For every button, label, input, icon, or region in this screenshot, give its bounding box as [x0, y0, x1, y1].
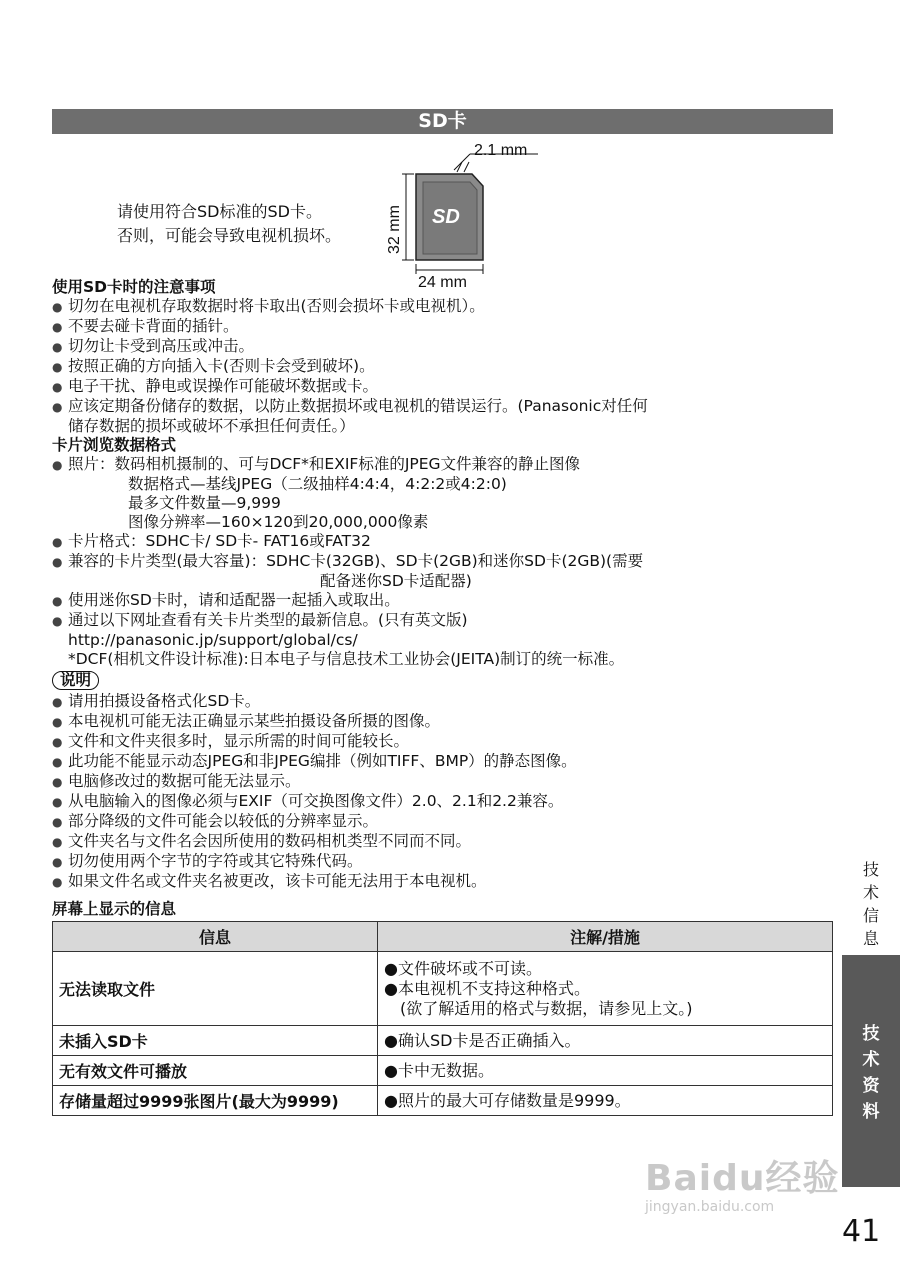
table-row [53, 952, 833, 1026]
list-item: ● 应该定期备份储存的数据，以防止数据损坏或电视机的错误运行。(Panasonic对任何 [52, 397, 648, 417]
note-item: ● 本电视机可能无法正确显示某些拍摄设备所摄的图像。 [52, 712, 648, 732]
notes-badge: 说明 [52, 671, 99, 690]
side-tab-technical-info [842, 858, 900, 950]
remark-line: ●卡中无数据。 [384, 1060, 494, 1080]
table-row [53, 1086, 833, 1116]
intro-text [117, 200, 341, 248]
message-cell: 未插入SD卡 [53, 1026, 378, 1056]
format-mini: ● 使用迷你SD卡时，请和适配器一起插入或取出。 [52, 591, 648, 611]
col-header-remarks: 注解/措施 [378, 922, 833, 952]
sd-card-figure [380, 140, 550, 295]
note-item: ● 文件和文件夹很多时，显示所需的时间可能较长。 [52, 732, 648, 752]
side-tab-technical-data [842, 955, 900, 1187]
format-web: ● 通过以下网址查看有关卡片类型的最新信息。(只有英文版) [52, 611, 648, 631]
watermark-logo: Baidu经验 [645, 1158, 840, 1199]
precautions-heading: 使用SD卡时的注意事项 [52, 278, 216, 296]
screen-messages-table [52, 921, 833, 1116]
note-item: ● 电脑修改过的数据可能无法显示。 [52, 772, 648, 792]
dim-width: 24 mm [418, 274, 467, 291]
format-compat-cont: 配备迷你SD卡适配器) [320, 572, 472, 590]
list-item: ● 电子干扰、静电或误操作可能破坏数据或卡。 [52, 377, 648, 397]
table-row [53, 1026, 833, 1056]
page-number: 41 [842, 1214, 881, 1249]
format-compat: ● 兼容的卡片类型(最大容量)：SDHC卡(32GB)、SD卡(2GB)和迷你SD卡(2GB)(需要 [52, 552, 648, 572]
dim-thickness: 2.1 mm [474, 142, 528, 159]
remark-line: (欲了解适用的格式与数据，请参见上文。) [400, 998, 693, 1018]
note-item: ● 文件夹名与文件名会因所使用的数码相机类型不同而不同。 [52, 832, 648, 852]
remarks-cell [378, 1026, 833, 1056]
remarks-cell [378, 952, 833, 1026]
section-banner: SD卡 [52, 109, 833, 134]
note-item: ● 从电脑输入的图像必须与EXIF（可交换图像文件）2.0、2.1和2.2兼容。 [52, 792, 648, 812]
table-header-row [53, 922, 833, 952]
table-row [53, 1056, 833, 1086]
remark-line: ●文件破坏或不可读。 [384, 958, 542, 978]
col-header-message: 信息 [53, 922, 378, 952]
list-item: ● 切勿让卡受到高压或冲击。 [52, 337, 648, 357]
format-card: ● 卡片格式：SDHC卡/ SD卡- FAT16或FAT32 [52, 532, 648, 552]
remark-line: ●确认SD卡是否正确插入。 [384, 1030, 581, 1050]
intro-line-2: 否则，可能会导致电视机损坏。 [117, 226, 342, 245]
screen-heading: 屏幕上显示的信息 [52, 900, 177, 918]
remarks-cell [378, 1086, 833, 1116]
format-photo-line: 数据格式—基线JPEG（二级抽样4:4:4，4:2:2或4:2:0) [128, 475, 507, 493]
side-bar-label: 技术资料 [862, 1024, 880, 1122]
message-cell: 无法读取文件 [53, 952, 378, 1026]
remark-line: ●本电视机不支持这种格式。 [384, 978, 590, 998]
list-item: ● 切勿在电视机存取数据时将卡取出(否则会损坏卡或电视机）。 [52, 297, 648, 317]
baidu-watermark [645, 1150, 839, 1215]
format-photo-line: 图像分辨率—160×120到20,000,000像素 [128, 513, 429, 531]
intro-line-1: 请使用符合SD标准的SD卡。 [117, 202, 322, 221]
note-item: ● 请用拍摄设备格式化SD卡。 [52, 692, 648, 712]
note-item: ● 切勿使用两个字节的字符或其它特殊代码。 [52, 852, 648, 872]
dim-height: 32 mm [386, 205, 403, 254]
note-item: ● 部分降级的文件可能会以较低的分辨率显示。 [52, 812, 648, 832]
support-url[interactable]: http://panasonic.jp/support/global/cs/ [68, 631, 358, 649]
format-photo: ● 照片：数码相机摄制的、可与DCF*和EXIF标准的JPEG文件兼容的静止图像 [52, 455, 648, 475]
format-photo-line: 最多文件数量—9,999 [128, 494, 281, 512]
message-cell: 存储量超过9999张图片(最大为9999) [53, 1086, 378, 1116]
remark-line: ●照片的最大可存储数量是9999。 [384, 1090, 631, 1110]
list-item: ● 不要去碰卡背面的插针。 [52, 317, 648, 337]
list-item-cont: 储存数据的损坏或破坏不承担任何责任。） [68, 417, 355, 435]
format-heading: 卡片浏览数据格式 [52, 436, 177, 454]
list-item: ● 按照正确的方向插入卡(否则卡会受到破坏)。 [52, 357, 648, 377]
message-cell: 无有效文件可播放 [53, 1056, 378, 1086]
side-tab-label: 技术信息 [862, 860, 879, 948]
remarks-cell [378, 1056, 833, 1086]
note-item: ● 如果文件名或文件夹名被更改，该卡可能无法用于本电视机。 [52, 872, 648, 892]
sd-logo: SD [432, 206, 460, 228]
precautions-block [52, 278, 648, 892]
note-item: ● 此功能不能显示动态JPEG和非JPEG编排（例如TIFF、BMP）的静态图像。 [52, 752, 648, 772]
dcf-footnote: *DCF(相机文件设计标准):日本电子与信息技术工业协会(JEITA)制订的统一标准。 [68, 650, 625, 668]
watermark-url: jingyan.baidu.com [645, 1199, 775, 1215]
